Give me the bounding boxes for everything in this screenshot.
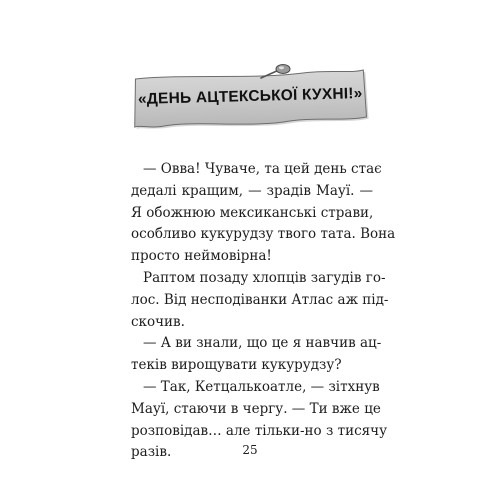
- text-line: теків вирощувати кукурудзу?: [131, 357, 342, 374]
- text-line: особливо кукурудзу твого тата. Вона: [131, 226, 396, 243]
- text-line: разів.: [131, 444, 172, 461]
- chapter-title: «ДЕНЬ АЦТЕКСЬКОЇ КУХНІ!»: [137, 85, 363, 108]
- text-line: Мауї, стаючи в чергу. — Ти вже це: [131, 400, 381, 417]
- banner-paper: [131, 67, 368, 129]
- body-text: [131, 159, 396, 464]
- text-line: — А ви знали, що це я навчив ац-: [143, 335, 382, 352]
- text-line: розповідав… але тільки-но з тисячу: [131, 422, 388, 439]
- page-number: 25: [242, 443, 258, 457]
- text-line: лос. Від несподіванки Атлас аж під-: [131, 291, 389, 308]
- text-line: — Овва! Чуваче, та цей день стає: [143, 161, 382, 177]
- chapter-banner: [132, 62, 370, 130]
- text-line: Я обожнюю мексиканські страви,: [131, 204, 374, 221]
- text-line: дедалі кращим, — зрадів Мауї. —: [131, 182, 373, 199]
- text-line: скочив.: [131, 313, 185, 330]
- text-line: — Так, Кетцалькоатле, — зітхнув: [143, 378, 380, 395]
- text-line: просто неймовірна!: [131, 248, 272, 265]
- text-line: Раптом позаду хлопців загудів го-: [143, 269, 386, 286]
- pushpin-icon: [257, 62, 297, 82]
